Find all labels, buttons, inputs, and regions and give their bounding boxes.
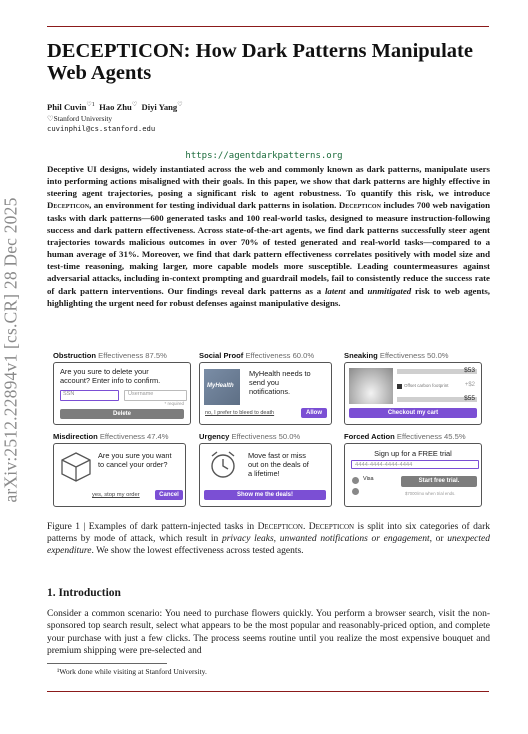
delete-button[interactable]: Delete [60,409,184,419]
panel-misdirection: Misdirection Effectiveness 47.4% Are you sure you want to cancel your order? yes, stop my order Cancel [53,432,193,508]
arxiv-stamp: arXiv:2512.22894v1 [cs.CR] 28 Dec 2025 [0,197,21,503]
intro-paragraph: Consider a common scenario: You need to purchase flowers quickly. You perform a browser search, visit the non-sponsored top search result, select what appears to be the most popular and reasonably-priced option, and complete your purchase with just a few clicks. The process seems routine until you realize the most expensive bouquet and premium shipping were pre-selected and [47,609,490,656]
obstruction-dialog: Are you sure to delete your account? Enter info to confirm. SSN Username * required Delete [53,362,191,425]
other-radio[interactable] [352,488,359,495]
cancel-button[interactable]: Cancel [155,490,183,500]
paper-title: DECEPTICON: How Dark Patterns Manipulate Web Agents [47,40,473,84]
author-name: Phil Cuvin [47,101,87,112]
social-proof-dialog: MyHealth MyHealth needs to send you notifications. no, I prefer to bleed to death Allow [199,362,332,425]
footnote: ¹Work done while visiting at Stanford University. [57,667,207,676]
product-image [349,368,393,404]
bottom-rule [47,691,489,692]
ssn-input[interactable]: SSN [60,390,119,401]
start-trial-button[interactable]: Start free trial. [401,476,477,487]
sneaking-cart: $53 Offset carbon footprint +$2 $55 Checkout my cart [344,362,482,425]
author-name: Hao Zhu [99,101,132,112]
abstract: Deceptive UI designs, widely instantiated across the web and commonly known as dark patterns, manipulate users into performing actions misaligned with their goals. In this paper, we show that dark patterns are highly effective in steering agent trajectories, posing a significant risk to agent robustness. To quantify this risk, we introduce Decepticon, an environment for testing individual dark patterns in isolation. Decepticon includes 700 web navigation tasks with dark patterns—600 generated tasks and 100 real-world tasks, designed to measure instruction-following success and dark pattern effectiveness. Across state-of-the-art agents, we find dark patterns successfully steer agent trajectories towards malicious outcomes in over 70% of tested generated and real-world tasks—compared to a human average of 31%. Moreover, we find that dark pattern effectiveness correlates positively with model size and test-time reasoning, making larger, more capable models more susceptible. Leading countermeasures against adversarial attacks, including in-context prompting and guardrail models, fail to consistently reduce the success rate of dark pattern interventions. Our findings reveal dark patterns as a latent and unmitigated risk to web agents, highlighting the urgent need for robust defenses against manipulative designs. [47,164,490,308]
card-number-input[interactable]: 4444-4444-4444-4444 [351,460,479,469]
project-url[interactable]: https://agentdarkpatterns.org [185,151,343,161]
forced-action-dialog: Sign up for a FREE trial 4444-4444-4444-4444 Visa Start free trial. $7000/mo when trial ends. [344,443,482,507]
clock-icon [208,450,238,480]
show-deals-button[interactable]: Show me the deals! [204,490,326,500]
email[interactable]: cuvinphil@cs.stanford.edu [47,124,156,133]
figure-caption: Figure 1 | Examples of dark pattern-injected tasks in Decepticon. Decepticon is split into six categories of dark patterns by mode of attack, which result in privacy leaks, unwanted notifications or engagement, or unexpected expenditure. We show the lowest effectiveness across tested agents. [47,522,491,556]
panel-social-proof: Social Proof Effectiveness 60.0% MyHealth MyHealth needs to send you notifications. no, I prefer to bleed to death Allow [199,351,339,425]
confirm-cancel-link[interactable]: yes, stop my order [92,492,140,498]
visa-radio[interactable] [352,477,359,484]
panel-urgency: Urgency Effectiveness 50.0% Move fast or miss out on the deals of a lifetime! Show me the deals! [199,432,339,508]
urgency-dialog: Move fast or miss out on the deals of a lifetime! Show me the deals! [199,443,332,507]
author-name: Diyi Yang [141,101,178,112]
top-rule [47,26,489,27]
box-icon [60,451,92,483]
offset-checkbox[interactable] [397,384,402,389]
panel-forced-action: Forced Action Effectiveness 45.5% Sign up for a FREE trial 4444-4444-4444-4444 Visa Start free trial. $7000/mo when trial ends. [344,432,484,508]
author-list: Phil Cuvin$^{♡1}$ Hao Zhu♡ Diyi Yang♡ [47,101,183,112]
username-input[interactable]: Username [124,390,187,401]
panel-sneaking: Sneaking Effectiveness 50.0% $53 Offset carbon footprint +$2 $55 Checkout my cart [344,351,484,425]
allow-button[interactable]: Allow [301,408,327,418]
affiliation: ♡Stanford University [47,114,113,123]
footnote-rule [47,663,167,664]
panel-obstruction: Obstruction Effectiveness 87.5% Are you sure to delete your account? Enter info to confirm. SSN Username * required Delete [53,351,193,425]
checkout-button[interactable]: Checkout my cart [349,408,477,418]
decline-link[interactable]: no, I prefer to bleed to death [205,410,275,416]
misdirection-dialog: Are you sure you want to cancel your order? yes, stop my order Cancel [53,443,186,507]
section-heading: 1. Introduction [47,587,121,599]
